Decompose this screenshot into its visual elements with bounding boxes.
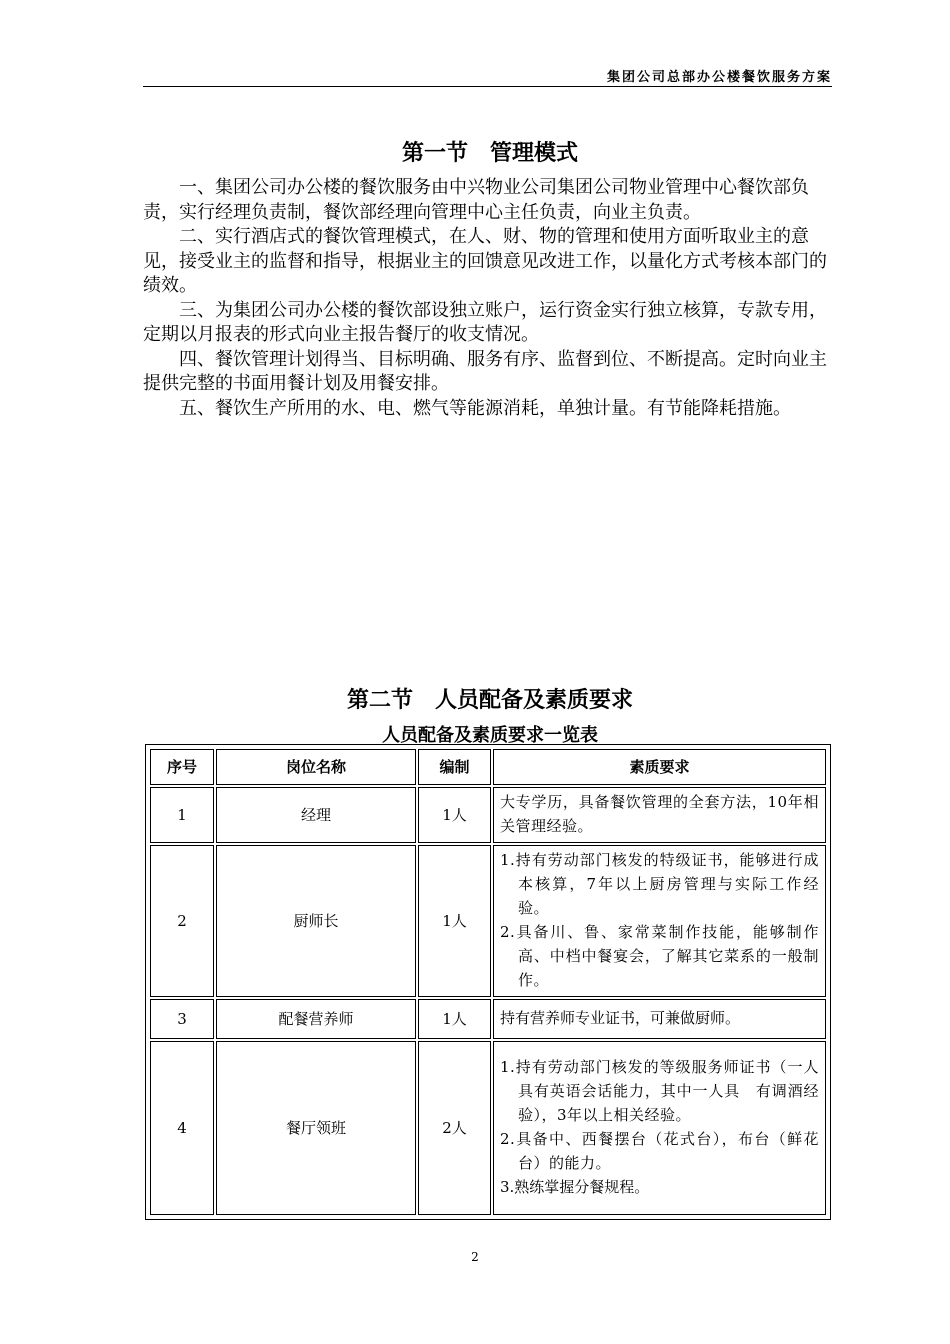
paragraph-2: 二、实行酒店式的餐饮管理模式，在人、财、物的管理和使用方面听取业主的意见，接受业主的监督和指导，根据业主的回馈意见改进工作，以量化方式考核本部门的绩效。 [143,226,827,296]
cell-no: 1 [150,787,214,843]
column-header-headcount: 编制 [418,749,491,785]
paragraph-4: 四、餐饮管理计划得当、目标明确、服务有序、监督到位、不断提高。定时向业主提供完整的书面用餐计划及用餐安排。 [143,348,827,394]
cell-position: 厨师长 [216,845,416,997]
staffing-table-frame [145,744,831,1220]
requirement-item: 持有营养师专业证书，可兼做厨师。 [500,1009,741,1027]
cell-no: 3 [150,999,214,1039]
column-header-no: 序号 [150,749,214,785]
requirement-item: 大专学历，具备餐饮管理的全套方法，10年相关管理经验。 [500,793,819,835]
column-header-requirements: 素质要求 [493,749,826,785]
paragraph-5: 五、餐饮生产所用的水、电、燃气等能源消耗，单独计量。有节能降耗措施。 [179,397,791,419]
requirement-item: 1.持有劳动部门核发的等级服务师证书（一人具有英语会话能力，其中一人具 有调酒经验），3年以上相关经验。 [500,1058,819,1124]
cell-headcount: 2人 [418,1041,491,1215]
requirement-item: 2.具备川、鲁、家常菜制作技能，能够制作高、中档中餐宴会，了解其它菜系的一般制作。 [500,923,819,989]
paragraph-1: 一、集团公司办公楼的餐饮服务由中兴物业公司集团公司物业管理中心餐饮部负责，实行经理负责制，餐饮部经理向管理中心主任负责，向业主负责。 [143,177,809,223]
section1-title: 第一节 管理模式 [401,141,578,166]
column-header-position: 岗位名称 [216,749,416,785]
cell-position: 餐厅领班 [216,1041,416,1215]
cell-requirements [493,787,826,843]
cell-headcount: 1人 [418,999,491,1039]
table-row [150,845,826,997]
running-header-title: 集团公司总部办公楼餐饮服务方案 [606,70,832,85]
requirement-item: 3.熟练掌握分餐规程。 [500,1178,650,1196]
header-rule [143,86,832,87]
cell-headcount: 1人 [418,787,491,843]
staffing-table [148,747,828,1217]
cell-position: 配餐营养师 [216,999,416,1039]
cell-requirements [493,1041,826,1215]
page-number: 2 [471,1250,479,1264]
table-row [150,1041,826,1215]
table-header-row [150,749,826,785]
cell-requirements [493,999,826,1039]
paragraph-3: 三、为集团公司办公楼的餐饮部设独立账户，运行资金实行独立核算，专款专用，定期以月报表的形式向业主报告餐厅的收支情况。 [143,299,827,345]
cell-no: 2 [150,845,214,997]
cell-position: 经理 [216,787,416,843]
section1-paragraphs [143,176,833,421]
cell-no: 4 [150,1041,214,1215]
table-caption: 人员配备及素质要求一览表 [382,725,598,746]
requirement-item: 1.持有劳动部门核发的特级证书，能够进行成本核算，7年以上厨房管理与实际工作经验。 [500,851,819,917]
cell-requirements [493,845,826,997]
table-row [150,999,826,1039]
requirement-item: 2.具备中、西餐摆台（花式台），布台（鲜花台）的能力。 [500,1130,819,1172]
table-row [150,787,826,843]
section2-title: 第二节 人员配备及素质要求 [346,688,633,713]
cell-headcount: 1人 [418,845,491,997]
